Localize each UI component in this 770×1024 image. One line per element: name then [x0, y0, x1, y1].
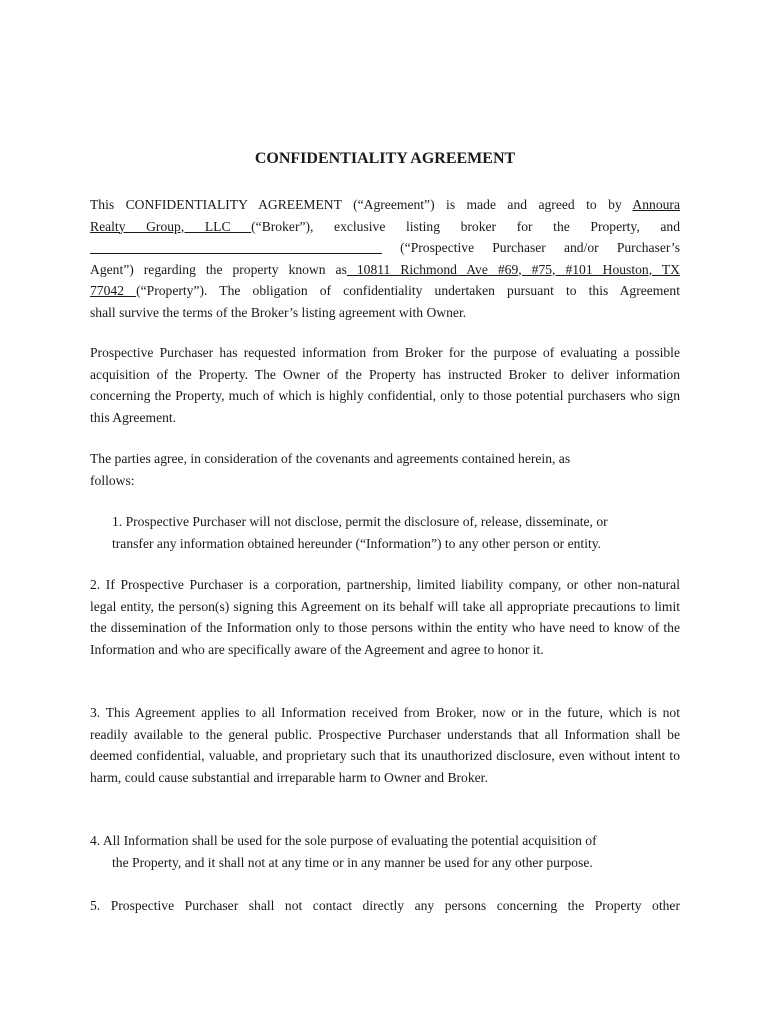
clause-2: 2. If Prospective Purchaser is a corporation, partnership, limited liability company, or other non-natural legal entity, the person(s) signing this Agreement on its behalf will take all appropriate precautions to limit the dissemination of the Information only to those persons within the entity who have need to know of the Information and who are specifically aware of the Agreement and agree to honor it.: [90, 577, 680, 657]
intro-paragraph: This CONFIDENTIALITY AGREEMENT (“Agreement”) is made and agreed to by Annoura Realty Group, LLC (“Broker”), exclusive listing broker for the Property, and (“Prospective Purchaser and/or Purchaser’s Agent”) regarding the property known as 10811 Richmond Ave #69, #75, #101 Houston, TX 77042 (“Property”). The obligation of confidentiality undertaken pursuant to this Agreement shall survive the terms of the Broker’s listing agreement with Owner.: [90, 197, 680, 320]
broker-name: Annoura: [632, 197, 680, 212]
clause-4: 4. All Information shall be used for the sole purpose of evaluating the potential acquisition of the Property, and it shall not at any time or in any manner be used for any other purpose.: [90, 833, 597, 870]
parties-agree-paragraph: The parties agree, in consideration of the covenants and agreements contained herein, as follows:: [90, 451, 571, 488]
property-zip: 77042: [90, 283, 137, 298]
clause-1: 1. Prospective Purchaser will not disclose, permit the disclosure of, release, disseminate, or transfer any information obtained hereunder (“Information”) to any other person or entity.: [112, 514, 608, 551]
clause-3: 3. This Agreement applies to all Information received from Broker, now or in the future, which is not readily available to the general public. Prospective Purchaser understands that all Information shall be deemed confidential, valuable, and proprietary such that its unauthorized disclosure, even without intent to harm, could cause substantial and irreparable harm to Owner and Broker.: [90, 705, 680, 785]
document-title: CONFIDENTIALITY AGREEMENT: [254, 150, 516, 167]
purpose-paragraph: Prospective Purchaser has requested information from Broker for the purpose of evaluating a possible acquisition of the Property. The Owner of the Property has instructed Broker to deliver information concerning the Property, much of which is highly confidential, only to those potential purchasers who sign this Agreement.: [90, 345, 680, 425]
purchaser-name-blank: [90, 239, 382, 254]
broker-name-cont: Realty Group, LLC: [90, 218, 252, 234]
clause-5: 5. Prospective Purchaser shall not contact directly any persons concerning the Property other: [90, 898, 680, 913]
property-address: 10811 Richmond Ave #69, #75, #101 Houston, TX: [346, 261, 680, 277]
